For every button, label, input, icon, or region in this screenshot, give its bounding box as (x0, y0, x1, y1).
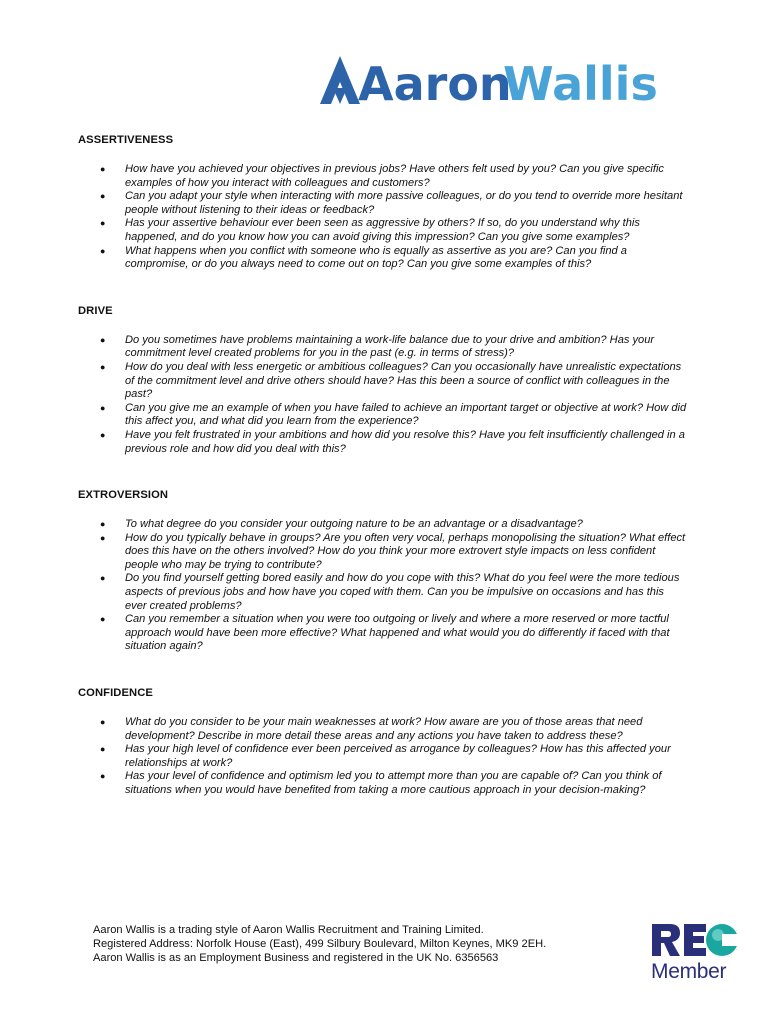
question-text: Do you sometimes have problems maintaining a work-life balance due to your drive and ambition? Has your commitment level created problems for you in the past (e.g. in terms of stress)? (125, 333, 655, 360)
bullet-icon: ● (100, 218, 106, 229)
list-item (78, 402, 688, 429)
question-text: How have you achieved your objectives in previous jobs? Have others felt used by you? Can you give specific examples of how you interact with colleagues and customers? (125, 163, 664, 189)
list-item (78, 572, 688, 613)
bullet-icon: ● (100, 245, 106, 256)
list-item (78, 770, 688, 797)
list-item (78, 245, 688, 272)
footer-line: Aaron Wallis is as an Employment Business and registered in the UK No. 6356563 (93, 952, 499, 964)
bullet-icon: ● (100, 164, 106, 174)
bullet-icon: ● (100, 717, 106, 728)
question-text: To what degree do you consider your outgoing nature to be an advantage or a disadvantage? (125, 518, 583, 531)
question-text: Can you remember a situation when you were too outgoing or lively and where a more reserved or more tactful approach would have been more effective? What happened and what would you do differently if faced with that situation again? (125, 613, 670, 653)
bullet-icon: ● (100, 402, 106, 413)
logo-text-aaron: Aaron (358, 57, 512, 110)
bullet-icon: ● (100, 361, 106, 372)
logo-arrow-a-icon (320, 56, 360, 104)
section-drive (78, 305, 688, 456)
list-item (78, 429, 688, 456)
question-list (78, 518, 688, 654)
list-item (78, 613, 688, 654)
question-text: Can you give me an example of when you have failed to achieve an important target or objective at work? How did this affect you, and what did you learn from the experience? (125, 401, 687, 428)
list-item (78, 217, 688, 244)
question-list (78, 334, 688, 456)
list-item (78, 334, 688, 361)
section-heading: EXTROVERSION (78, 489, 169, 502)
question-text: What do you consider to be your main weaknesses at work? How aware are you of those areas that need development? Describe in more detail these areas and any actions you have taken to address these? (125, 716, 643, 742)
document-body (78, 134, 688, 831)
section-confidence (78, 687, 688, 798)
question-text: Has your assertive behaviour ever been seen as aggressive by others? If so, do you understand why this happened, and do you know how you can avoid giving this impression? Can you give some examples? (125, 217, 640, 243)
list-item (78, 163, 688, 190)
list-item (78, 190, 688, 217)
question-text: Has your level of confidence and optimism led you to attempt more than you are capable of? Can you think of situations when you would have benefited from taking a more cautious approach in your decision-making? (125, 770, 662, 796)
question-text: Has your high level of confidence ever been perceived as arrogance by colleagues? How has this affected your relationships at work? (125, 743, 671, 769)
footer-registration-text (93, 923, 546, 965)
bullet-icon: ● (100, 334, 106, 345)
aaron-wallis-logo (318, 52, 668, 110)
section-heading: DRIVE (78, 304, 113, 317)
question-text: How do you typically behave in groups? Are you often very vocal, perhaps monopolising the situation? What effect does this have on the others involved? How do you think your more extrovert style impacts on less confident people who may be trying to contribute? (125, 531, 686, 571)
question-list (78, 163, 688, 272)
bullet-icon: ● (100, 744, 106, 755)
bullet-icon: ● (100, 519, 106, 530)
section-heading: ASSERTIVENESS (78, 134, 174, 146)
question-text: Have you felt frustrated in your ambitions and how did you resolve this? Have you felt insufficiently challenged in a previous role and how did you deal with this? (125, 428, 685, 455)
bullet-icon: ● (100, 573, 106, 584)
question-list (78, 716, 688, 798)
section-assertiveness (78, 134, 688, 272)
footer-line: Aaron Wallis is a trading style of Aaron Wallis Recruitment and Training Limited. (93, 924, 484, 936)
bullet-icon: ● (100, 191, 106, 202)
list-item (78, 716, 688, 743)
list-item (78, 518, 688, 532)
question-text: Do you find yourself getting bored easily and how do you cope with this? What do you feel were the more tedious aspects of previous jobs and how have you coped with them. Can you be impulsive on occasions and has this ever created problems? (125, 572, 680, 612)
section-heading: CONFIDENCE (78, 687, 153, 700)
list-item (78, 743, 688, 770)
footer-line: Registered Address: Norfolk House (East), 499 Silbury Boulevard, Milton Keynes, MK9 2EH. (93, 938, 547, 950)
bullet-icon: ● (100, 771, 106, 782)
list-item (78, 532, 688, 573)
question-text: Can you adapt your style when interacting with more passive colleagues, or do you tend to override more hesitant people without listening to their ideas or feedback? (125, 190, 683, 216)
logo-text-wallis: Wallis (503, 57, 658, 110)
section-extroversion (78, 489, 688, 654)
list-item (78, 361, 688, 402)
question-text: How do you deal with less energetic or ambitious colleagues? Can you occasionally have unrealistic expectations of the commitment level and drive others should have? Has this been a source of conflict with colleagues in the past? (125, 360, 682, 401)
rec-member-label: Member (651, 960, 727, 983)
bullet-icon: ● (100, 532, 106, 543)
bullet-icon: ● (100, 614, 106, 625)
question-text: What happens when you conflict with someone who is equally as assertive as you are? Can you find a compromise, or do you always need to come out on top? Can you give some examples of this? (125, 244, 627, 271)
bullet-icon: ● (100, 429, 106, 440)
